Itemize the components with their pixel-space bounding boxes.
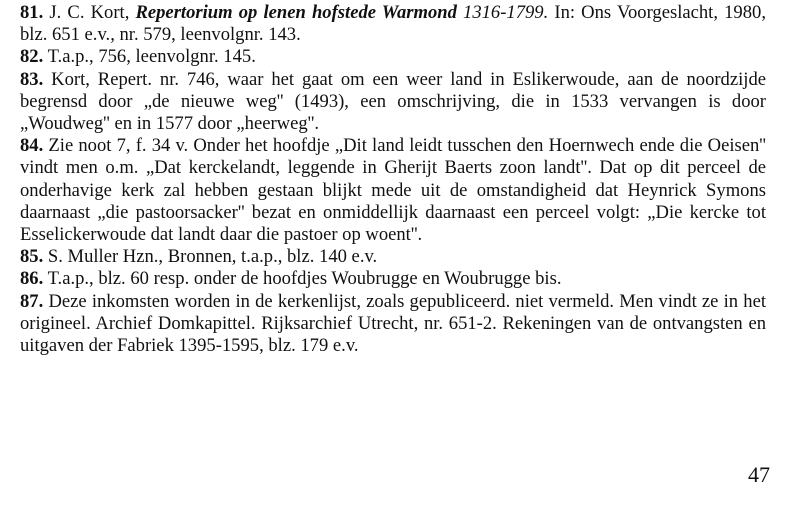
footnote-81 — [20, 2, 766, 46]
footnote-number: 81. — [20, 2, 44, 23]
footnote-title: Repertorium op lenen hofstede Warmond — [135, 2, 457, 23]
page-number: 47 — [748, 462, 770, 487]
footnote-text: T.a.p., 756, leenvolgnr. 145. — [47, 46, 256, 68]
footnote-85 — [20, 246, 766, 268]
footnote-84 — [20, 135, 766, 246]
footnote-text: T.a.p., blz. 60 resp. onder de hoofdjes Woubrugge en Woubrugge bis. — [47, 268, 562, 290]
footnote-source: In: Ons Voorgeslacht, 1980, blz. 651 e.v., nr. 579, leenvolgnr. 143. — [20, 2, 766, 46]
footnote-87 — [20, 291, 766, 358]
footnotes-block — [20, 2, 766, 357]
footnote-86 — [20, 268, 766, 290]
footnote-years: 1316-1799. — [463, 2, 549, 23]
footnote-number: 87. — [20, 290, 44, 312]
footnote-text: Kort, Repert. nr. 746, waar het gaat om een weer land in Eslikerwoude, aan de noordzijde begrensd door „de nieuwe weg'' (1493), een omschrijving, die in 1533 vervangen is door „Woudweg'' en in 1577 door „heerweg''. — [20, 68, 766, 135]
footnote-83 — [20, 69, 766, 136]
footnote-number: 83. — [20, 68, 44, 90]
footnote-82 — [20, 46, 766, 68]
footnote-text: Deze inkomsten worden in de kerkenlijst, zoals gepubliceerd. niet vermeld. Men vindt ze in het origineel. Archief Domkapittel. Rijksarchief Utrecht, nr. 651-2. Rekeningen van de ontvangsten en uitgaven der Fabriek 1395-1595, blz. 179 e.v. — [20, 290, 766, 357]
footnote-number: 82. — [20, 46, 44, 68]
footnote-text: S. Muller Hzn., Bronnen, t.a.p., blz. 140 e.v. — [47, 246, 378, 268]
footnote-number: 86. — [20, 268, 44, 290]
footnote-number: 85. — [20, 246, 44, 268]
footnote-text: Zie noot 7, f. 34 v. Onder het hoofdje „Dit land leidt tusschen den Hoernwech ende die Oeisen'' vindt men o.m. „Dat kerckelandt, leggende in Gherijt Baerts zoon landt''. Dat op dit perceel de onderhavige kerk zal hebben gestaan blijkt mede uit de omstandigheid dat Heynrick Symons daarnaast „die pastoorsacker'' bezat en onmiddellijk daarnaast een perceel volgt: „Die kercke tot Esselickerwoude dat landt daar die pastoer op woent''. — [20, 135, 766, 246]
footnote-author: J. C. Kort, — [49, 2, 130, 23]
footnote-number: 84. — [20, 135, 44, 157]
